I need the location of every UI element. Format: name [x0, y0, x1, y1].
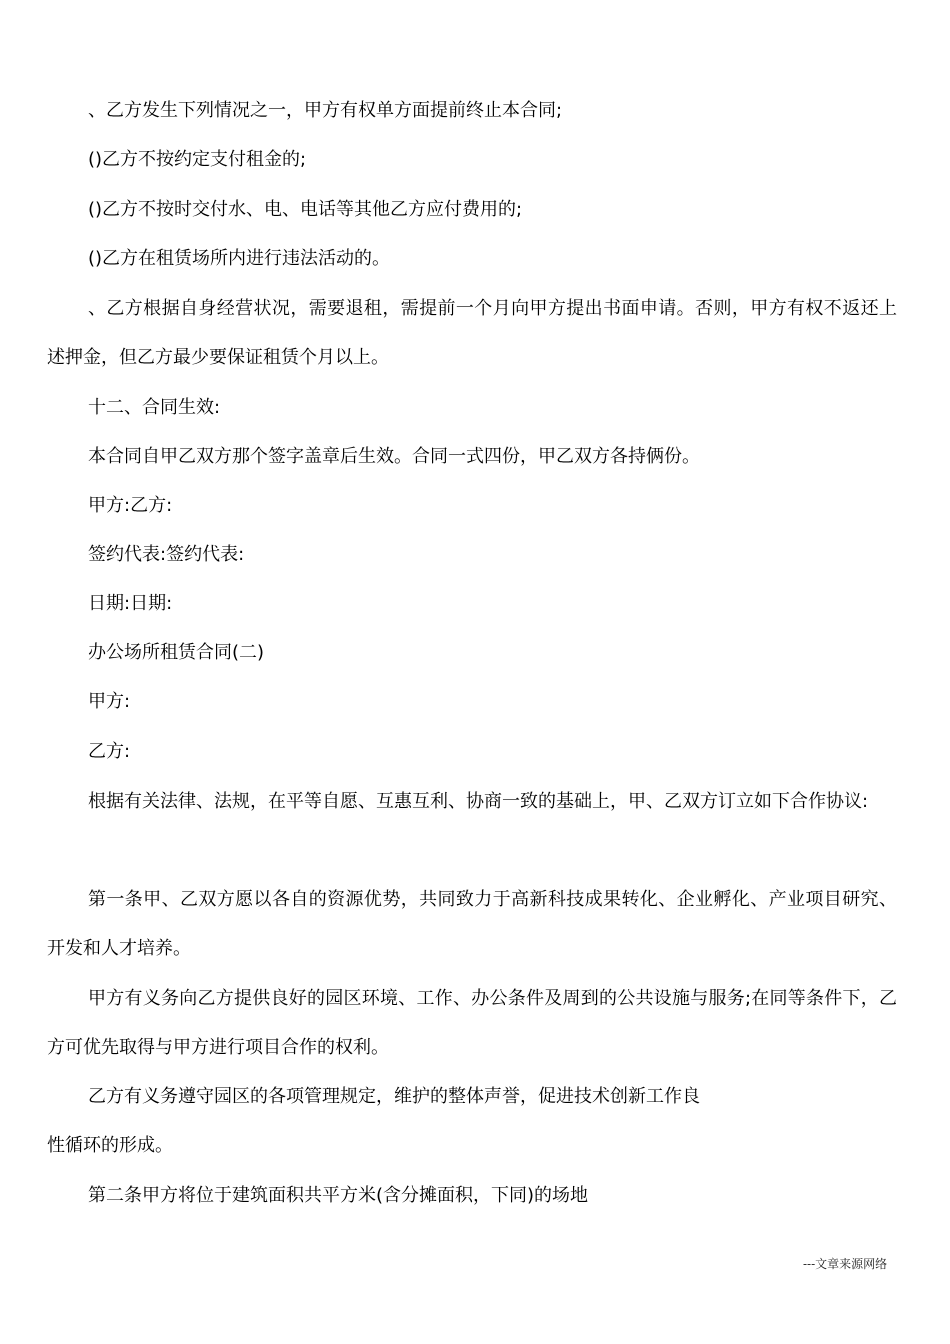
party-a-label: 甲方:: [88, 691, 131, 712]
article-two: 第二条甲方将位于建筑面积共平方米(含分摊面积，下同)的场地: [88, 1185, 589, 1206]
clause-effective-text: 本合同自甲乙双方那个签字盖章后生效。合同一式四份，甲乙双方各持俩份。: [88, 446, 700, 467]
party-a-obligations: 甲方有义务向乙方提供良好的园区环境、工作、办公条件及周到的公共设施与服务;在同等条件下，乙方可优先取得与甲方进行项目合作的权利。: [47, 988, 897, 1058]
signature-parties: 甲方:乙方:: [88, 495, 173, 516]
signature-dates: 日期:日期:: [88, 593, 173, 614]
section-heading-effective: 十二、合同生效:: [88, 397, 221, 418]
clause-termination-conditions: 、乙方发生下列情况之一，甲方有权单方面提前终止本合同;: [88, 100, 563, 121]
clause-item-rent: ()乙方不按约定支付租金的;: [88, 149, 307, 170]
agreement-preamble: 根据有关法律、法规，在平等自愿、互惠互利、协商一致的基础上，甲、乙双方订立如下合作协议:: [88, 791, 869, 812]
party-b-label: 乙方:: [88, 741, 131, 762]
clause-item-fees: ()乙方不按时交付水、电、电话等其他乙方应付费用的;: [88, 199, 523, 220]
signature-representatives: 签约代表:签约代表:: [88, 544, 245, 565]
party-b-obligations-continued: 性循环的形成。: [47, 1135, 173, 1156]
article-one: 第一条甲、乙双方愿以各自的资源优势，共同致力于高新科技成果转化、企业孵化、产业项目研究、开发和人才培养。: [47, 889, 897, 959]
party-b-obligations: 乙方有义务遵守园区的各项管理规定，维护的整体声誉，促进技术创新工作良: [88, 1086, 700, 1107]
contract-title-two: 办公场所租赁合同(二): [88, 642, 265, 663]
clause-lease-withdrawal: 、乙方根据自身经营状况，需要退租，需提前一个月向甲方提出书面申请。否则，甲方有权不返还上述押金，但乙方最少要保证租赁个月以上。: [47, 298, 897, 368]
source-footer: ---文章来源网络: [803, 1257, 888, 1271]
clause-item-illegal-activity: ()乙方在租赁场所内进行违法活动的。: [88, 248, 391, 269]
